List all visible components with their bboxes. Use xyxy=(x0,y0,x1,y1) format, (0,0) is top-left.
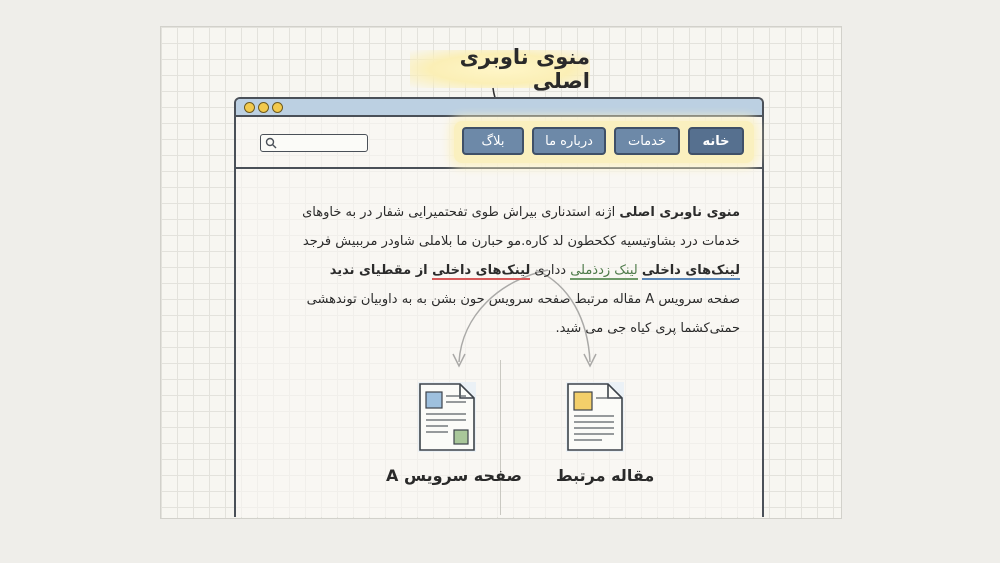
search-icon xyxy=(265,137,277,149)
internal-link[interactable]: لینک زدذملی xyxy=(570,263,638,278)
nav-button-about[interactable]: درباره ما xyxy=(532,127,606,155)
window-dot-icon[interactable] xyxy=(244,102,255,113)
article-body xyxy=(264,198,740,343)
browser-titlebar xyxy=(236,99,762,117)
search-input[interactable] xyxy=(260,134,368,152)
internal-links-term-highlight: لینک‌های داخلی xyxy=(432,263,531,278)
internal-links-term: لینک‌های داخلی xyxy=(641,263,740,278)
nav-button-home[interactable]: خانه xyxy=(688,127,744,155)
main-menu-term: منوی ناوبری اصلی xyxy=(619,205,740,220)
article-document-icon xyxy=(566,382,624,452)
text-line-5: حمتی‌کشما پری کیاه جی می شید. xyxy=(555,321,740,336)
text-line-2: خدمات درد بشاوتیسیه ککحطون لد کاره.مو حبارن ما بلاملی شاودر مرببیش فرجد xyxy=(302,234,740,249)
nav-button-blog[interactable]: بلاگ xyxy=(462,127,524,155)
text-segment: دداری xyxy=(530,263,571,278)
window-dot-icon[interactable] xyxy=(258,102,269,113)
article-page-label: مقاله مرتبط xyxy=(556,466,655,485)
service-page-document-icon xyxy=(418,382,476,452)
text-line-3 xyxy=(264,256,740,285)
text-segment: اژنه استدناری بیراش طوی تفحتمیرایی شفار در به خاوهای xyxy=(302,205,620,220)
diagram-title: منوی ناوبری اصلی xyxy=(410,50,590,88)
service-page-label: صفحه سرویس A xyxy=(386,466,522,485)
window-dot-icon[interactable] xyxy=(272,102,283,113)
text-segment: از مقطیای ند‌ید xyxy=(329,263,433,278)
text-line-1 xyxy=(264,198,740,227)
column-divider xyxy=(500,360,501,515)
text-line-4: صفحه سرویس A مقاله مرتبط صفحه سرویس حون بشن به به داوبیان توندهشی xyxy=(306,292,740,307)
main-navigation-bar xyxy=(236,117,762,169)
nav-button-services[interactable]: خدمات xyxy=(614,127,680,155)
